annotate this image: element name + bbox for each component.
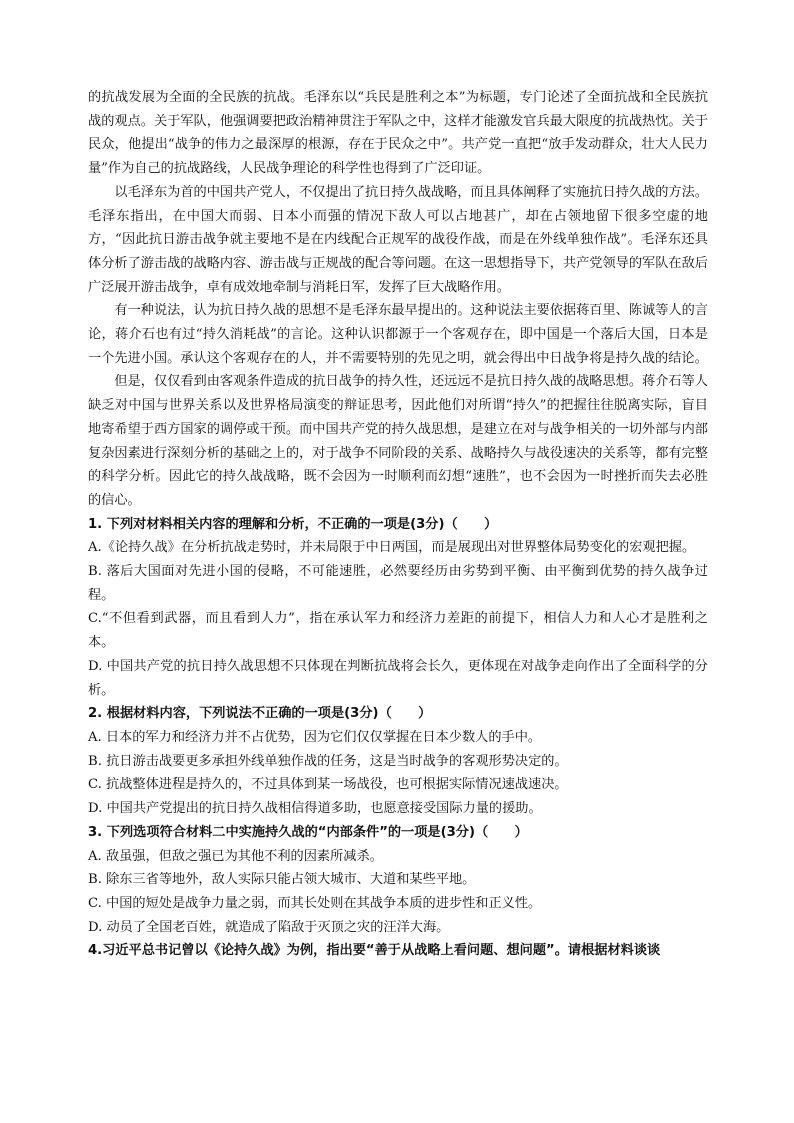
question-block <box>88 939 708 963</box>
question-block <box>88 702 708 821</box>
passage-paragraph: 但是，仅仅看到由客观条件造成的抗日战争的持久性，还远远不是抗日持久战的战略思想。蒋介石等人缺乏对中国与世界关系以及世界格局演变的辩证思考，因此他们对所谓“持久”的把握往往脱离实际，盲目地寄希望于西方国家的调停或干预。而中国共产党的持久战思想，是建立在对与战争相关的一切外部与内部复杂因素进行深刻分析的基础之上的，对于战争不同阶段的关系、战略持久与战役速决的关系等，都有完整的科学分析。因此它的持久战战略，既不会因为一时顺利而幻想“速胜”，也不会因为一时挫折而失去必胜的信心。 <box>88 374 708 508</box>
answer-option: D. 中国共产党提出的抗日持久战相信得道多助，也愿意接受国际力量的援助。 <box>88 801 542 817</box>
answer-option: C. 中国的短处是战争力量之弱，而其长处则在其战争本质的进步性和正义性。 <box>88 895 542 911</box>
answer-option: B. 落后大国面对先进小国的侵略，不可能速胜，必然要经历由劣势到平衡、由平衡到优势的持久战争过程。 <box>88 564 708 603</box>
question-stem: 2. 根据材料内容，下列说法不正确的一项是(3分)（ ） <box>88 706 432 722</box>
exam-content <box>88 86 708 963</box>
passage-paragraph: 有一种说法，认为抗日持久战的思想不是毛泽东最早提出的。这种说法主要依据蒋百里、陈诚等人的言论，蒋介石也有过“持久消耗战”的言论。这种认识都源于一个客观存在，即中国是一个落后大国，日本是一个先进小国。承认这个客观存在的人，并不需要特别的先见之明，就会得出中日战争将是持久战的结论。 <box>88 303 708 366</box>
answer-option: C. 抗战整体进程是持久的，不过具体到某一场战役，也可根据实际情况速战速决。 <box>88 777 568 793</box>
reading-passage <box>88 86 708 513</box>
question-list <box>88 513 708 963</box>
passage-paragraph: 的抗战发展为全面的全民族的抗战。毛泽东以“兵民是胜利之本”为标题，专门论述了全面抗战和全民族抗战的观点。关于军队，他强调要把政治精神贯注于军队之中，这样才能激发官兵最大限度的抗战热忱。关于民众，他提出“战争的伟力之最深厚的根源，存在于民众之中”。共产党一直把“放手发动群众，壮大人民力量”作为自己的抗战路线，人民战争理论的科学性也得到了广泛印证。 <box>88 90 708 177</box>
answer-option: D. 中国共产党的抗日持久战思想不只体现在判断抗战将会长久，更体现在对战争走向作出了全面科学的分析。 <box>88 658 708 698</box>
answer-option: D. 动员了全国老百姓，就造成了陷敌于灭顶之灾的汪洋大海。 <box>88 919 450 935</box>
answer-option: A.《论持久战》在分析抗战走势时，并未局限于中日两国，而是展现出对世界整体局势变化的宏观把握。 <box>88 540 696 556</box>
question-block <box>88 821 708 940</box>
question-stem: 4.习近平总书记曾以《论持久战》为例，指出要“善于从战略上看问题、想问题”。请根据材料谈谈 <box>88 943 661 959</box>
answer-option: A. 日本的军力和经济力并不占优势，因为它们仅仅掌握在日本少数人的手中。 <box>88 729 542 745</box>
question-stem: 1. 下列对材料相关内容的理解和分析，不正确的一项是(3分)（ ） <box>88 516 498 532</box>
passage-paragraph: 以毛泽东为首的中国共产党人，不仅提出了抗日持久战战略，而且具体阐释了实施抗日持久战的方法。毛泽东指出，在中国大而弱、日本小而强的情况下敌人可以占地甚广，却在占领地留下很多空虚的地方，“因此抗日游击战争就主要地不是在内线配合正规军的战役作战，而是在外线单独作战”。毛泽东还具体分析了游击战的战略内容、游击战与正规战的配合等问题。在这一思想指导下，共产党领导的军队在敌后广泛展开游击战争，卓有成效地牵制与消耗日军，发挥了巨大战略作用。 <box>88 184 708 295</box>
answer-option: B. 抗日游击战要更多承担外线单独作战的任务，这是当时战争的客观形势决定的。 <box>88 753 568 769</box>
answer-option: C.“不但看到武器，而且看到人力”，指在承认军力和经济力差距的前提下，相信人力和人心才是胜利之本。 <box>88 611 708 651</box>
question-block <box>88 513 708 703</box>
answer-option: A. 敌虽强，但敌之强已为其他不利的因素所减杀。 <box>88 848 383 864</box>
answer-option: B. 除东三省等地外，敌人实际只能占领大城市、大道和某些平地。 <box>88 872 476 888</box>
question-stem: 3. 下列选项符合材料二中实施持久战的“内部条件”的一项是(3分)（ ） <box>88 824 528 840</box>
